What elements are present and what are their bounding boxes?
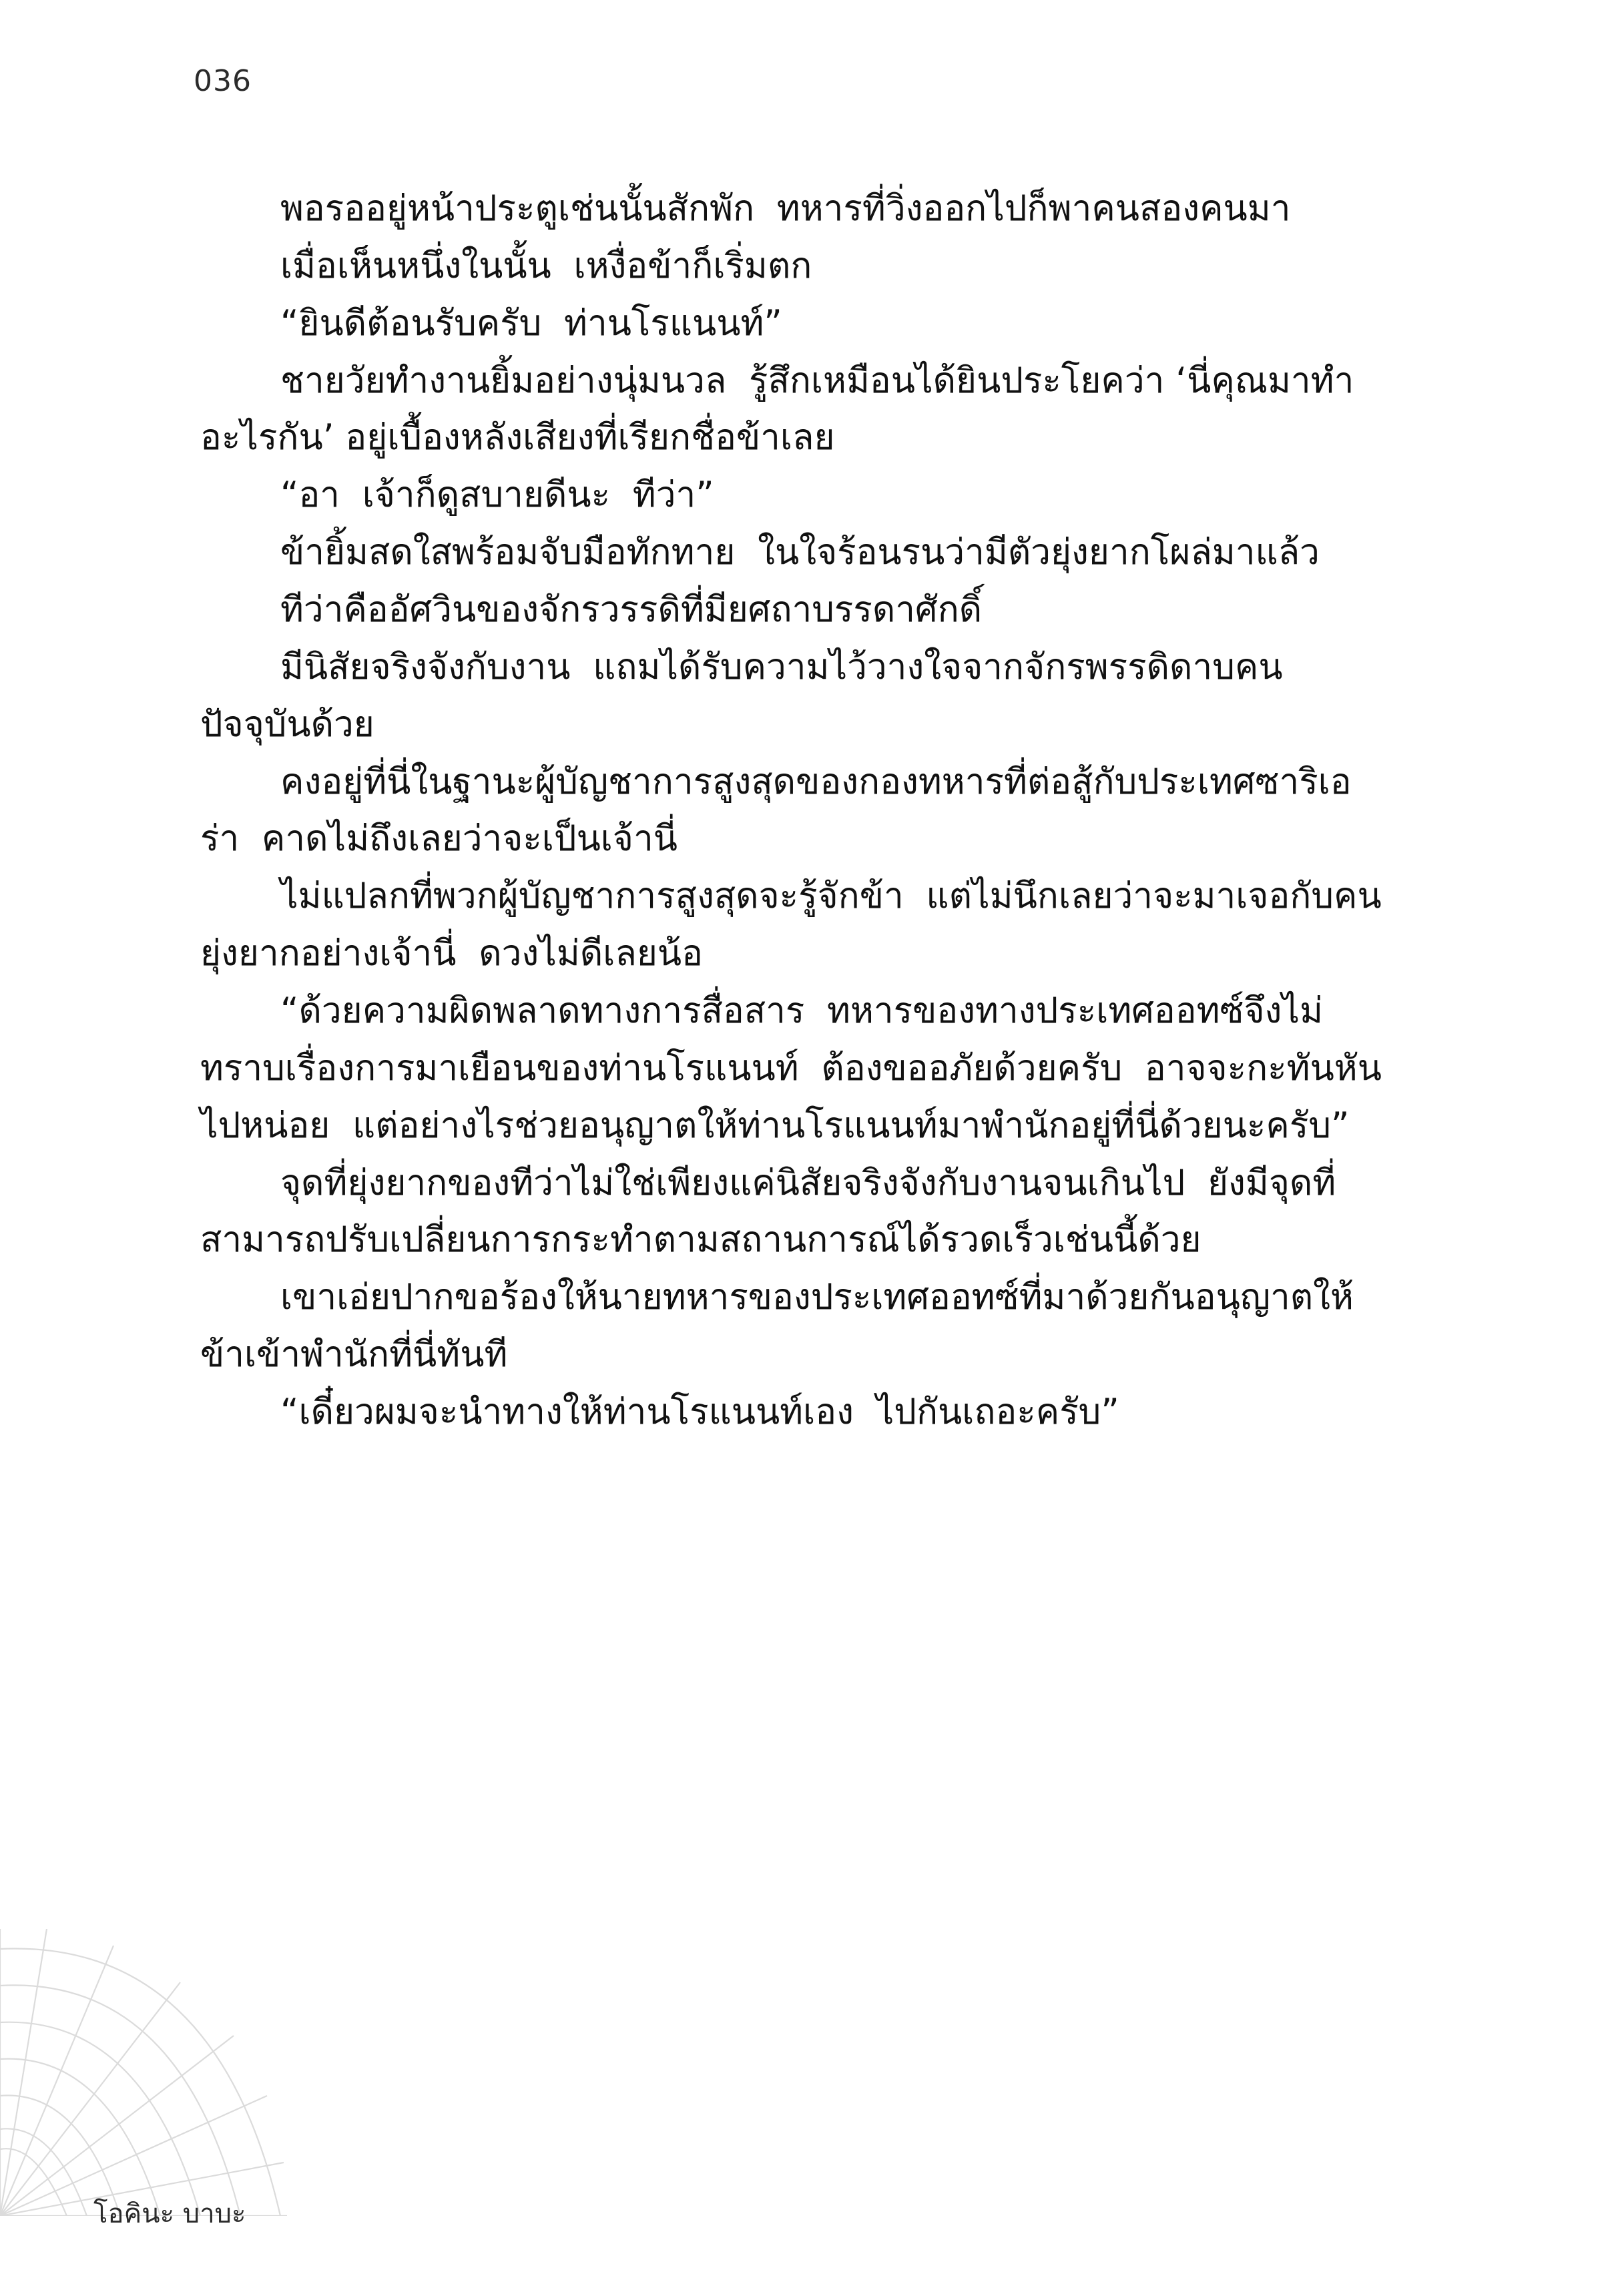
paragraph: “ยินดีต้อนรับครับ ท่านโรแนนท์” bbox=[280, 302, 782, 344]
footer-author-name: โอคินะ บาบะ bbox=[93, 2199, 246, 2229]
spider-web-decoration bbox=[0, 1929, 287, 2216]
page-body-text bbox=[200, 180, 1382, 1441]
paragraph: คงอยู่ที่นี่ในฐานะผู้บัญชาการสูงสุดของกองทหารที่ต่อสู้กับประเทศซาริเอร่า คาดไม่ถึงเลยว่าจะเป็นเจ้านี่ bbox=[200, 761, 1352, 860]
paragraph: “ด้วยความผิดพลาดทางการสื่อสาร ทหารของทางประเทศออทซ์จึงไม่ทราบเรื่องการมาเยือนของท่านโรแนนท์ ต้องขออภัยด้วยครับ อาจจะกะทันหันไปหน่อย แต่อย่างไรช่วยอนุญาตให้ท่านโรแนนท์มาพำนักอยู่ที่นี่ด้วยนะครับ” bbox=[200, 990, 1382, 1146]
paragraph: จุดที่ยุ่งยากของทีว่าไม่ใช่เพียงแค่นิสัยจริงจังกับงานจนเกินไป ยังมีจุดที่สามารถปรับเปลี่ยนการกระทำตามสถานการณ์ได้รวดเร็วเช่นนี้ด้วย bbox=[200, 1162, 1336, 1261]
paragraph: มีนิสัยจริงจังกับงาน แถมได้รับความไว้วางใจจากจักรพรรดิดาบคนปัจจุบันด้วย bbox=[200, 646, 1283, 745]
paragraph: ทีว่าคืออัศวินของจักรวรรดิที่มียศถาบรรดาศักดิ์ bbox=[280, 589, 983, 631]
paragraph: ไม่แปลกที่พวกผู้บัญชาการสูงสุดจะรู้จักข้า แต่ไม่นึกเลยว่าจะมาเจอกับคนยุ่งยากอย่างเจ้านี่ ดวงไม่ดีเลยน้อ bbox=[200, 876, 1382, 974]
paragraph: เมื่อเห็นหนึ่งในนั้น เหงื่อข้าก็เริ่มตก bbox=[280, 245, 812, 286]
paragraph: ชายวัยทำงานยิ้มอย่างนุ่มนวล รู้สึกเหมือนได้ยินประโยคว่า ‘นี่คุณมาทำอะไรกัน’ อยู่เบื้องหลังเสียงที่เรียกชื่อข้าเลย bbox=[200, 360, 1354, 459]
page-number: 036 bbox=[194, 64, 252, 98]
paragraph: “เดี๋ยวผมจะนำทางให้ท่านโรแนนท์เอง ไปกันเถอะครับ” bbox=[280, 1392, 1119, 1433]
paragraph: ข้ายิ้มสดใสพร้อมจับมือทักทาย ในใจร้อนรนว่ามีตัวยุ่งยากโผล่มาแล้ว bbox=[280, 532, 1320, 573]
paragraph: พอรออยู่หน้าประตูเช่นนั้นสักพัก ทหารที่วิ่งออกไปก็พาคนสองคนมา bbox=[280, 188, 1291, 229]
paragraph: เขาเอ่ยปากขอร้องให้นายทหารของประเทศออทซ์ที่มาด้วยกันอนุญาตให้ข้าเข้าพำนักที่นี่ทันที bbox=[200, 1277, 1354, 1376]
paragraph: “อา เจ้าก็ดูสบายดีนะ ทีว่า” bbox=[280, 475, 714, 516]
